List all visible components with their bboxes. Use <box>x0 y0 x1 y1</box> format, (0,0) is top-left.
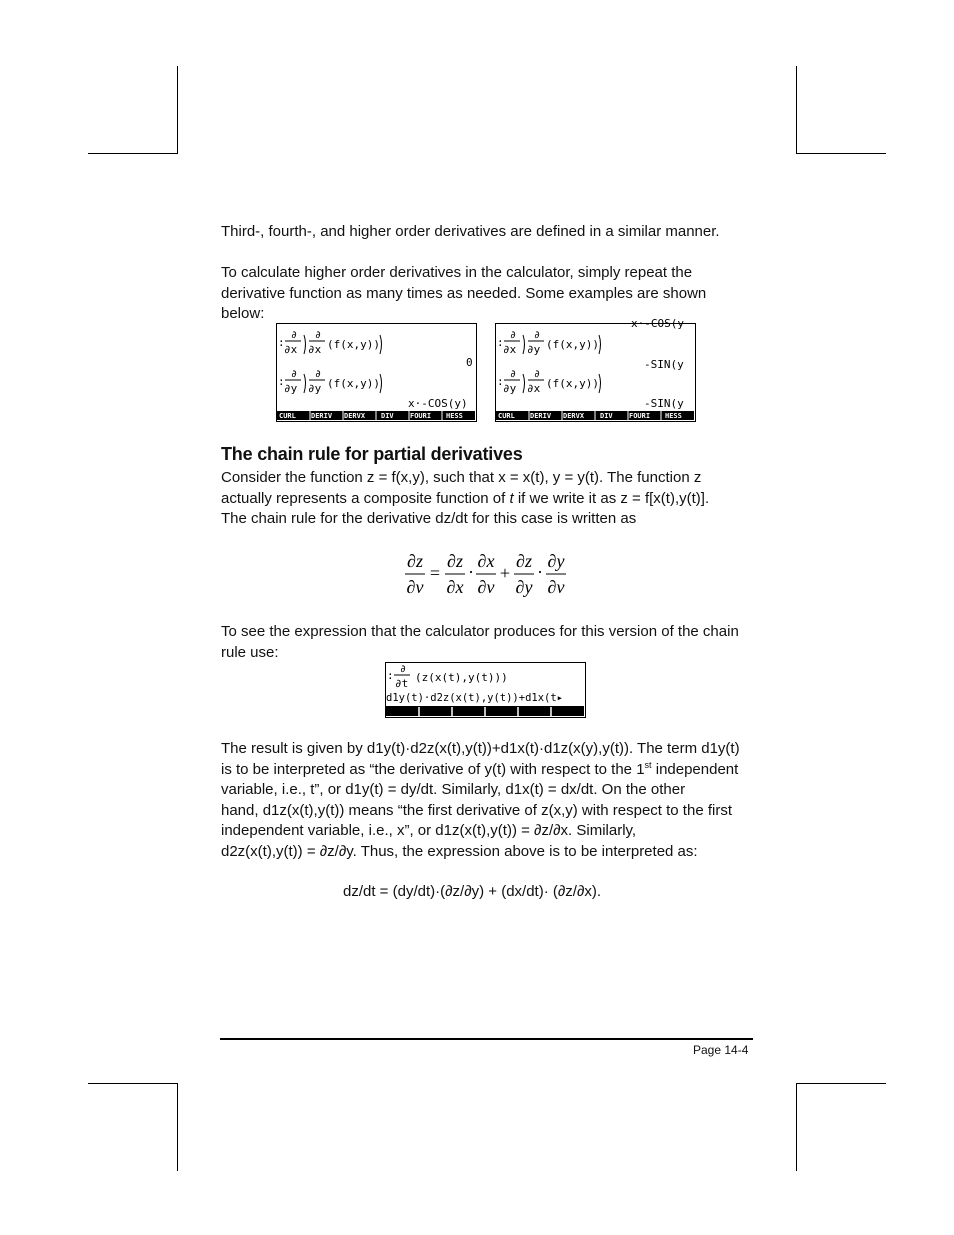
eq-dot: · <box>468 562 474 582</box>
calculator-screen-2 <box>495 317 696 422</box>
screen2-row2-result: -SIN(y <box>644 397 684 410</box>
italic-t: t <box>509 489 514 507</box>
text-line: The result is given by d1y(t)·d2z(x(t),y(t))+d1x(t)·d1z(x(y),y(t)). The term d1y(t) <box>221 740 740 757</box>
partial-symbol: ∂ <box>291 369 298 380</box>
section-heading: The chain rule for partial derivatives <box>221 444 523 464</box>
screen1-row2-result: x·-COS(y) <box>408 397 468 410</box>
softkey-curl: CURL <box>279 412 296 420</box>
text-span: actually represents a composite function of <box>221 489 510 507</box>
crop-mark <box>796 1083 797 1171</box>
partial-symbol: ∂ <box>315 330 322 341</box>
text-line: hand, d1z(x(t),y(t)) means “the first derivative of z(x,y) with respect to the first <box>221 801 732 819</box>
text-line: independent variable, i.e., x”, or d1z(x(t),y(t)) = ∂z/∂x. Similarly, <box>221 822 637 839</box>
screen2-row1-expr: (f(x,y)) <box>546 338 599 351</box>
crop-mark <box>177 1083 178 1171</box>
prompt-colon: : <box>497 336 504 349</box>
screen3-line1: (z(x(t),y(t))) <box>415 671 508 684</box>
softkey-deriv: DERIV <box>311 412 333 420</box>
partial-t-den: ∂t <box>395 677 409 690</box>
partial-y-den: ∂y <box>308 382 322 395</box>
screen3-line2: d1y(t)·d2z(x(t),y(t))+d1x(t▸ <box>386 692 564 704</box>
text-line: To see the expression that the calculator produces for this version of the chain <box>221 623 739 640</box>
page-number: Page 14-4 <box>693 1043 749 1057</box>
eq-t1-den: ∂x <box>446 577 464 597</box>
text-line: below: <box>221 305 265 322</box>
partial-y-den: ∂y <box>503 382 517 395</box>
screen1-row1-expr: (f(x,y)) <box>327 338 380 351</box>
partial-symbol: ∂ <box>291 330 298 341</box>
text-line: To calculate higher order derivatives in the calculator, simply repeat the <box>221 264 693 281</box>
partial-y-den: ∂y <box>284 382 298 395</box>
partial-x-den: ∂x <box>284 343 298 356</box>
partial-symbol: ∂ <box>510 369 517 380</box>
partial-x-den: ∂x <box>527 382 541 395</box>
eq-t2-den: ∂v <box>477 577 495 597</box>
equation-drawing <box>404 548 574 598</box>
prompt-colon: : <box>278 336 285 349</box>
softkey-hess: HESS <box>446 412 463 420</box>
text-line <box>221 760 766 781</box>
eq-t2-num: ∂x <box>477 551 495 571</box>
text-span: independent <box>651 760 739 778</box>
crop-mark <box>88 153 178 154</box>
text-line: rule use: <box>221 643 279 661</box>
screen-2-drawing <box>496 317 694 420</box>
text-line <box>221 489 761 510</box>
calculator-screen-1 <box>276 323 477 422</box>
partial-symbol: ∂ <box>400 664 407 675</box>
text-span: if we write it as z = f[x(t),y(t)]. <box>513 489 710 507</box>
text-line: derivative function as many times as needed. Some examples are shown <box>221 284 707 302</box>
partial-x-den: ∂x <box>503 343 517 356</box>
softkey-div: DIV <box>600 412 613 420</box>
screen-3-drawing <box>386 663 584 716</box>
screen2-top-result: x·-COS(y <box>631 317 684 330</box>
text-line: variable, i.e., t”, or d1y(t) = dy/dt. Similarly, d1x(t) = dx/dt. On the other <box>221 781 686 798</box>
crop-mark <box>796 153 886 154</box>
eq-t3-num: ∂z <box>516 551 532 571</box>
final-equation: dz/dt = (dy/dt)·(∂z/∂y) + (dx/dt)· (∂z/∂x). <box>343 883 602 900</box>
partial-symbol: ∂ <box>510 330 517 341</box>
screen-1-drawing <box>277 324 475 420</box>
partial-x-den: ∂x <box>308 343 322 356</box>
paragraph-higher-order: Third-, fourth-, and higher order derivatives are defined in a similar manner. <box>221 223 720 240</box>
crop-mark <box>796 66 797 154</box>
softkey-fouri: FOURI <box>410 412 432 420</box>
prompt-colon: : <box>387 669 394 682</box>
prompt-colon: : <box>497 375 504 388</box>
superscript-st: st <box>644 759 652 770</box>
crop-mark <box>88 1083 178 1084</box>
eq-t4-den: ∂v <box>547 577 565 597</box>
eq-equals: = <box>429 563 441 583</box>
screen2-row2-expr: (f(x,y)) <box>546 377 599 390</box>
screen1-row2-expr: (f(x,y)) <box>327 377 380 390</box>
eq-plus: + <box>499 563 511 583</box>
text-span: is to be interpreted as “the derivative of y(t) with respect to the 1 <box>221 760 645 778</box>
footer-rule <box>220 1038 753 1040</box>
eq-lhs-num: ∂z <box>407 551 423 571</box>
eq-t1-num: ∂z <box>447 551 463 571</box>
paragraph-calculator-intro <box>221 263 761 325</box>
screen2-row1-result: -SIN(y <box>644 358 684 371</box>
softkey-dervx: DERVX <box>563 412 585 420</box>
softkey-dervx: DERVX <box>344 412 366 420</box>
text-line: d2z(x(t),y(t)) = ∂z/∂y. Thus, the expression above is to be interpreted as: <box>221 842 698 860</box>
eq-t3-den: ∂y <box>515 577 533 597</box>
softkey-hess: HESS <box>665 412 682 420</box>
crop-mark <box>177 66 178 154</box>
text-line: Consider the function z = f(x,y), such that x = x(t), y = y(t). The function z <box>221 469 702 486</box>
eq-t4-num: ∂y <box>547 551 565 571</box>
eq-lhs-den: ∂v <box>406 577 424 597</box>
chain-rule-equation <box>404 548 574 598</box>
softkey-fouri: FOURI <box>629 412 651 420</box>
partial-symbol: ∂ <box>315 369 322 380</box>
paragraph-see-expression <box>221 622 761 663</box>
text-line: The chain rule for the derivative dz/dt for this case is written as <box>221 510 637 527</box>
calculator-screen-3 <box>385 662 586 718</box>
softkey-curl: CURL <box>498 412 515 420</box>
partial-symbol: ∂ <box>534 330 541 341</box>
partial-y-den: ∂y <box>527 343 541 356</box>
prompt-colon: : <box>278 375 285 388</box>
paragraph-result <box>221 739 766 862</box>
softkey-div: DIV <box>381 412 394 420</box>
paragraph-chain-rule <box>221 468 761 530</box>
partial-symbol: ∂ <box>534 369 541 380</box>
eq-dot: · <box>537 562 543 582</box>
crop-mark <box>796 1083 886 1084</box>
screen1-row1-result: 0 <box>466 356 473 369</box>
softkey-deriv: DERIV <box>530 412 552 420</box>
